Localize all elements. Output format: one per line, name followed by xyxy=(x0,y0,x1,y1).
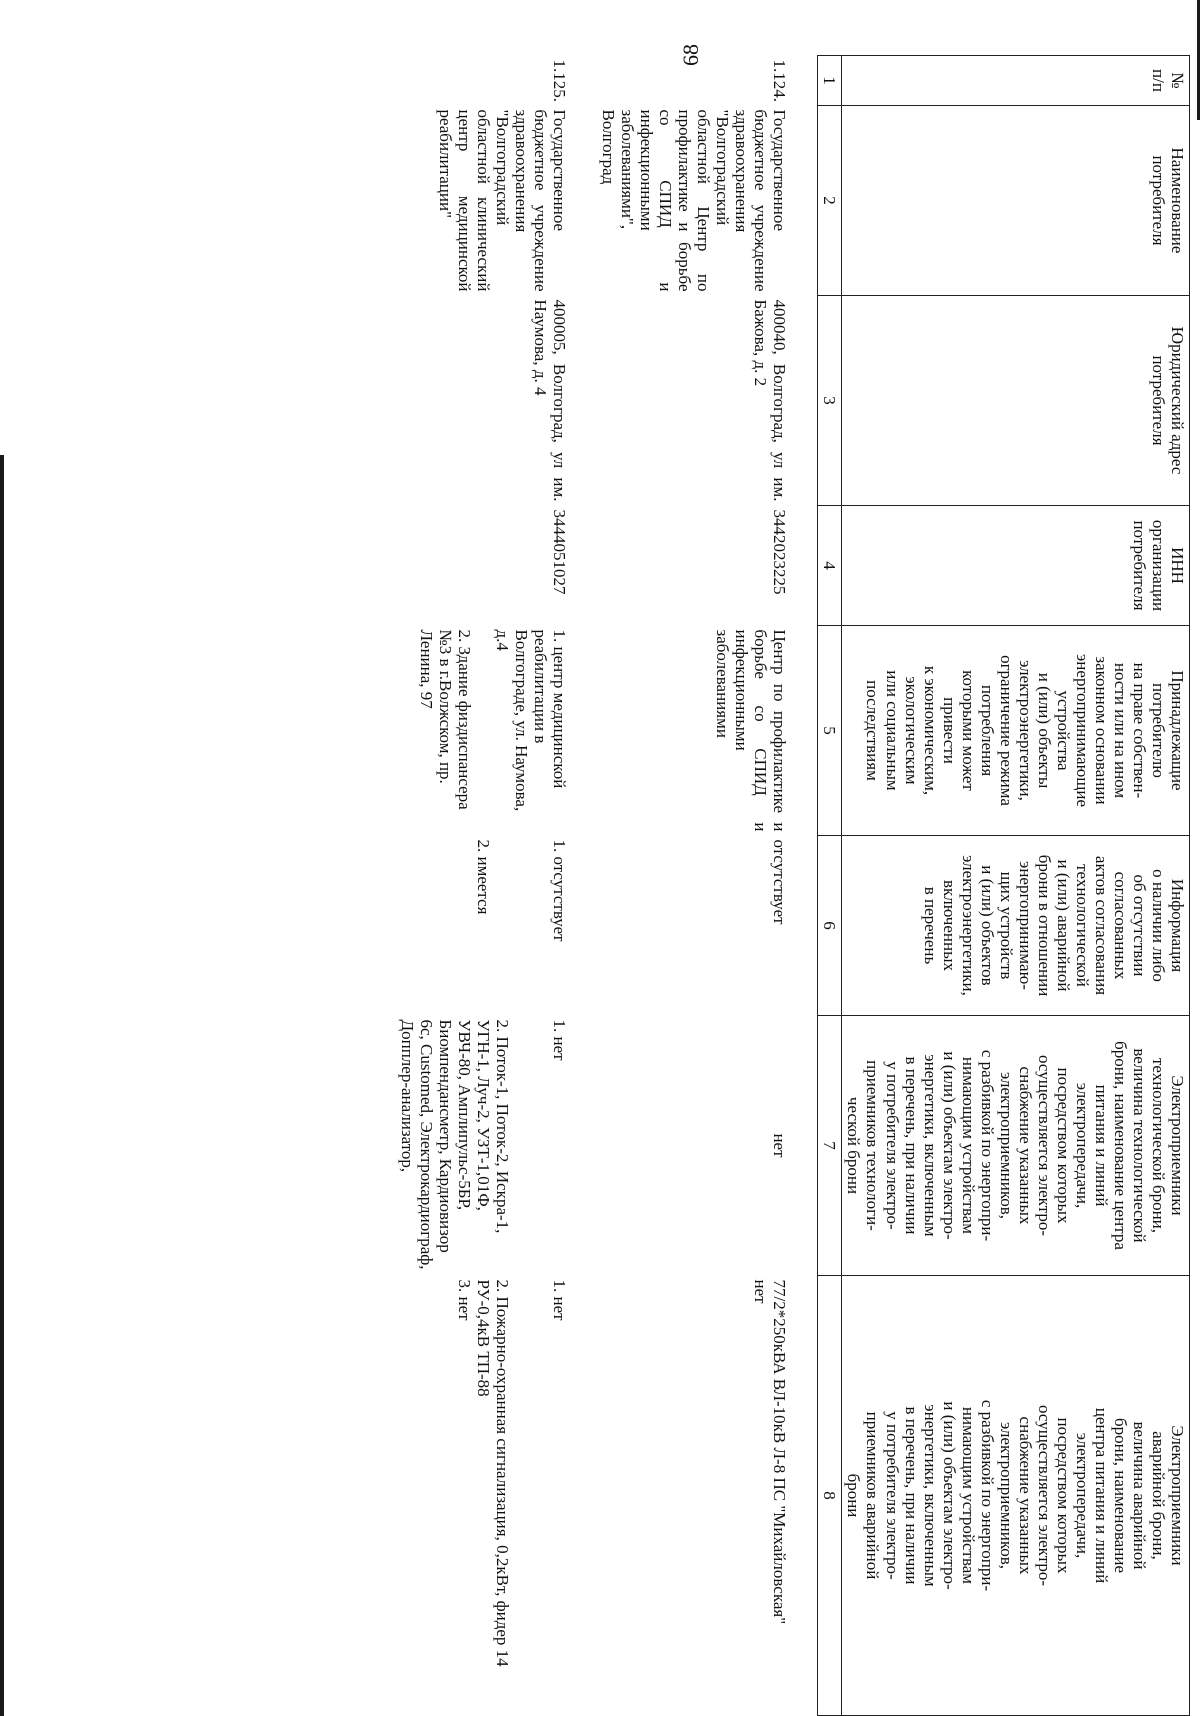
energy-objects: 1. центр медицинской реабилитации в Волгограде, ул. Наумова, д.4 2. Здание физдиспансера №3 в г.Волжском, пр. Ленина, 97 xyxy=(416,629,570,812)
inn-value: 3444051027 xyxy=(550,509,570,595)
header-objects: Принадлежащие потребителю на праве собствен- ности или на ином законном основании энергопринимающие устройства и (или) объекты электроэнергетики, ограничение режима потребления которыми может привести к экономическим, экологическим или социальным последствиям xyxy=(842,626,1190,836)
consumer-name: Государственное бюджетное учреждение здравоохранения "Волгоградский областной Центр по профилактике и борьбе со СПИД и инфекционными заболеваниями", Волгоград xyxy=(599,109,790,292)
header-tech-reserve: Электроприемники технологической брони, величина технологической брони, наименование центра питания и линий электропередачи, посредством которых осуществляется электро- снабжение указанных электроприемников, с разбивкой по энергопри- нимающим устройствам и (или) объектам электро- энергетики, включенным в перечень, при наличии у потребителя электро- приемников технологи- ческой брони xyxy=(842,1016,1190,1276)
page-number: 68 xyxy=(678,44,703,66)
scan-edge-left xyxy=(0,455,4,1716)
legal-address: 400040, Волгоград, ул им. Бажова, д. 2 xyxy=(751,299,790,502)
header-inn: ИНН организации потребителя xyxy=(842,506,1190,626)
header-name: Наименование потребителя xyxy=(842,106,1190,296)
emergency-reserve: 77/2*250кВА ВЛ-10кВ Л-8 ПС "Михайловская" нет xyxy=(751,1279,790,1625)
reserve-acts: отсутствует xyxy=(770,839,790,925)
column-number: 7 xyxy=(818,1016,842,1276)
tech-reserve: 1. нет 2. Поток-1, Поток-2, Искра-1, УГН-1, Луч-2, УЗТ-1,01Ф, УВЧ-80, Амплипульс-5БР, Биомпендансметр, Кардиовизор 6с, Customed, Электрокардиограф, Допплер-анализатор, xyxy=(397,1019,570,1270)
column-number: 5 xyxy=(818,626,842,836)
header-address: Юридический адрес потребителя xyxy=(842,296,1190,506)
consumer-name: Государственное бюджетное учреждение здравоохранения "Волгоградский областной клинический центр медицинской реабилитации" xyxy=(435,109,570,292)
column-number: 2 xyxy=(818,106,842,296)
column-number: 4 xyxy=(818,506,842,626)
column-number: 1 xyxy=(818,56,842,106)
column-number: 3 xyxy=(818,296,842,506)
table-row xyxy=(396,56,571,1716)
table-row xyxy=(597,56,791,1716)
consumer-table xyxy=(396,55,1190,1716)
document-sheet xyxy=(100,55,1190,1715)
inn-value: 3442023225 xyxy=(770,509,790,595)
energy-objects: Центр по профилактике и борьбе со СПИД и инфекционными заболеваниями xyxy=(713,629,790,832)
header-number: № п/п xyxy=(842,56,1190,106)
header-emergency-reserve: Электроприемники аварийной брони, величина аварийной брони, наименование центра питания и линий электропередачи, посредством которых осуществляется электро- снабжение указанных электроприемников, с разбивкой по энергопри- нимающим устройствам и (или) объектам электро- энергетики, включенным в перечень, при наличии у потребителя электро- приемников аварийной брони xyxy=(842,1276,1190,1716)
column-number: 6 xyxy=(818,836,842,1016)
row-number: 1.125. xyxy=(550,59,570,102)
tech-reserve: нет xyxy=(770,1133,790,1158)
column-number-row xyxy=(818,56,842,1716)
header-row xyxy=(842,56,1190,1716)
legal-address: 400005, Волгоград, ул им. Наумова, д. 4 xyxy=(531,299,570,502)
row-number: 1.124. xyxy=(770,59,790,102)
column-number: 8 xyxy=(818,1276,842,1716)
reserve-acts: 1. отсутствует 2. имеется xyxy=(473,839,570,942)
header-acts: Информация о наличии либо об отсутствии согласованных актов согласования технологической и (или) аварийной брони в отношении энергопринимаю- щих устройств и (или) объектов электроэнергетики, включенных в перечень xyxy=(842,836,1190,1016)
emergency-reserve: 1. нет 2. Пожарно-охранная сигнализация, 0,2кВт, фидер 14 РУ-0,4кВ ТП-88 3. нет xyxy=(454,1279,570,1667)
